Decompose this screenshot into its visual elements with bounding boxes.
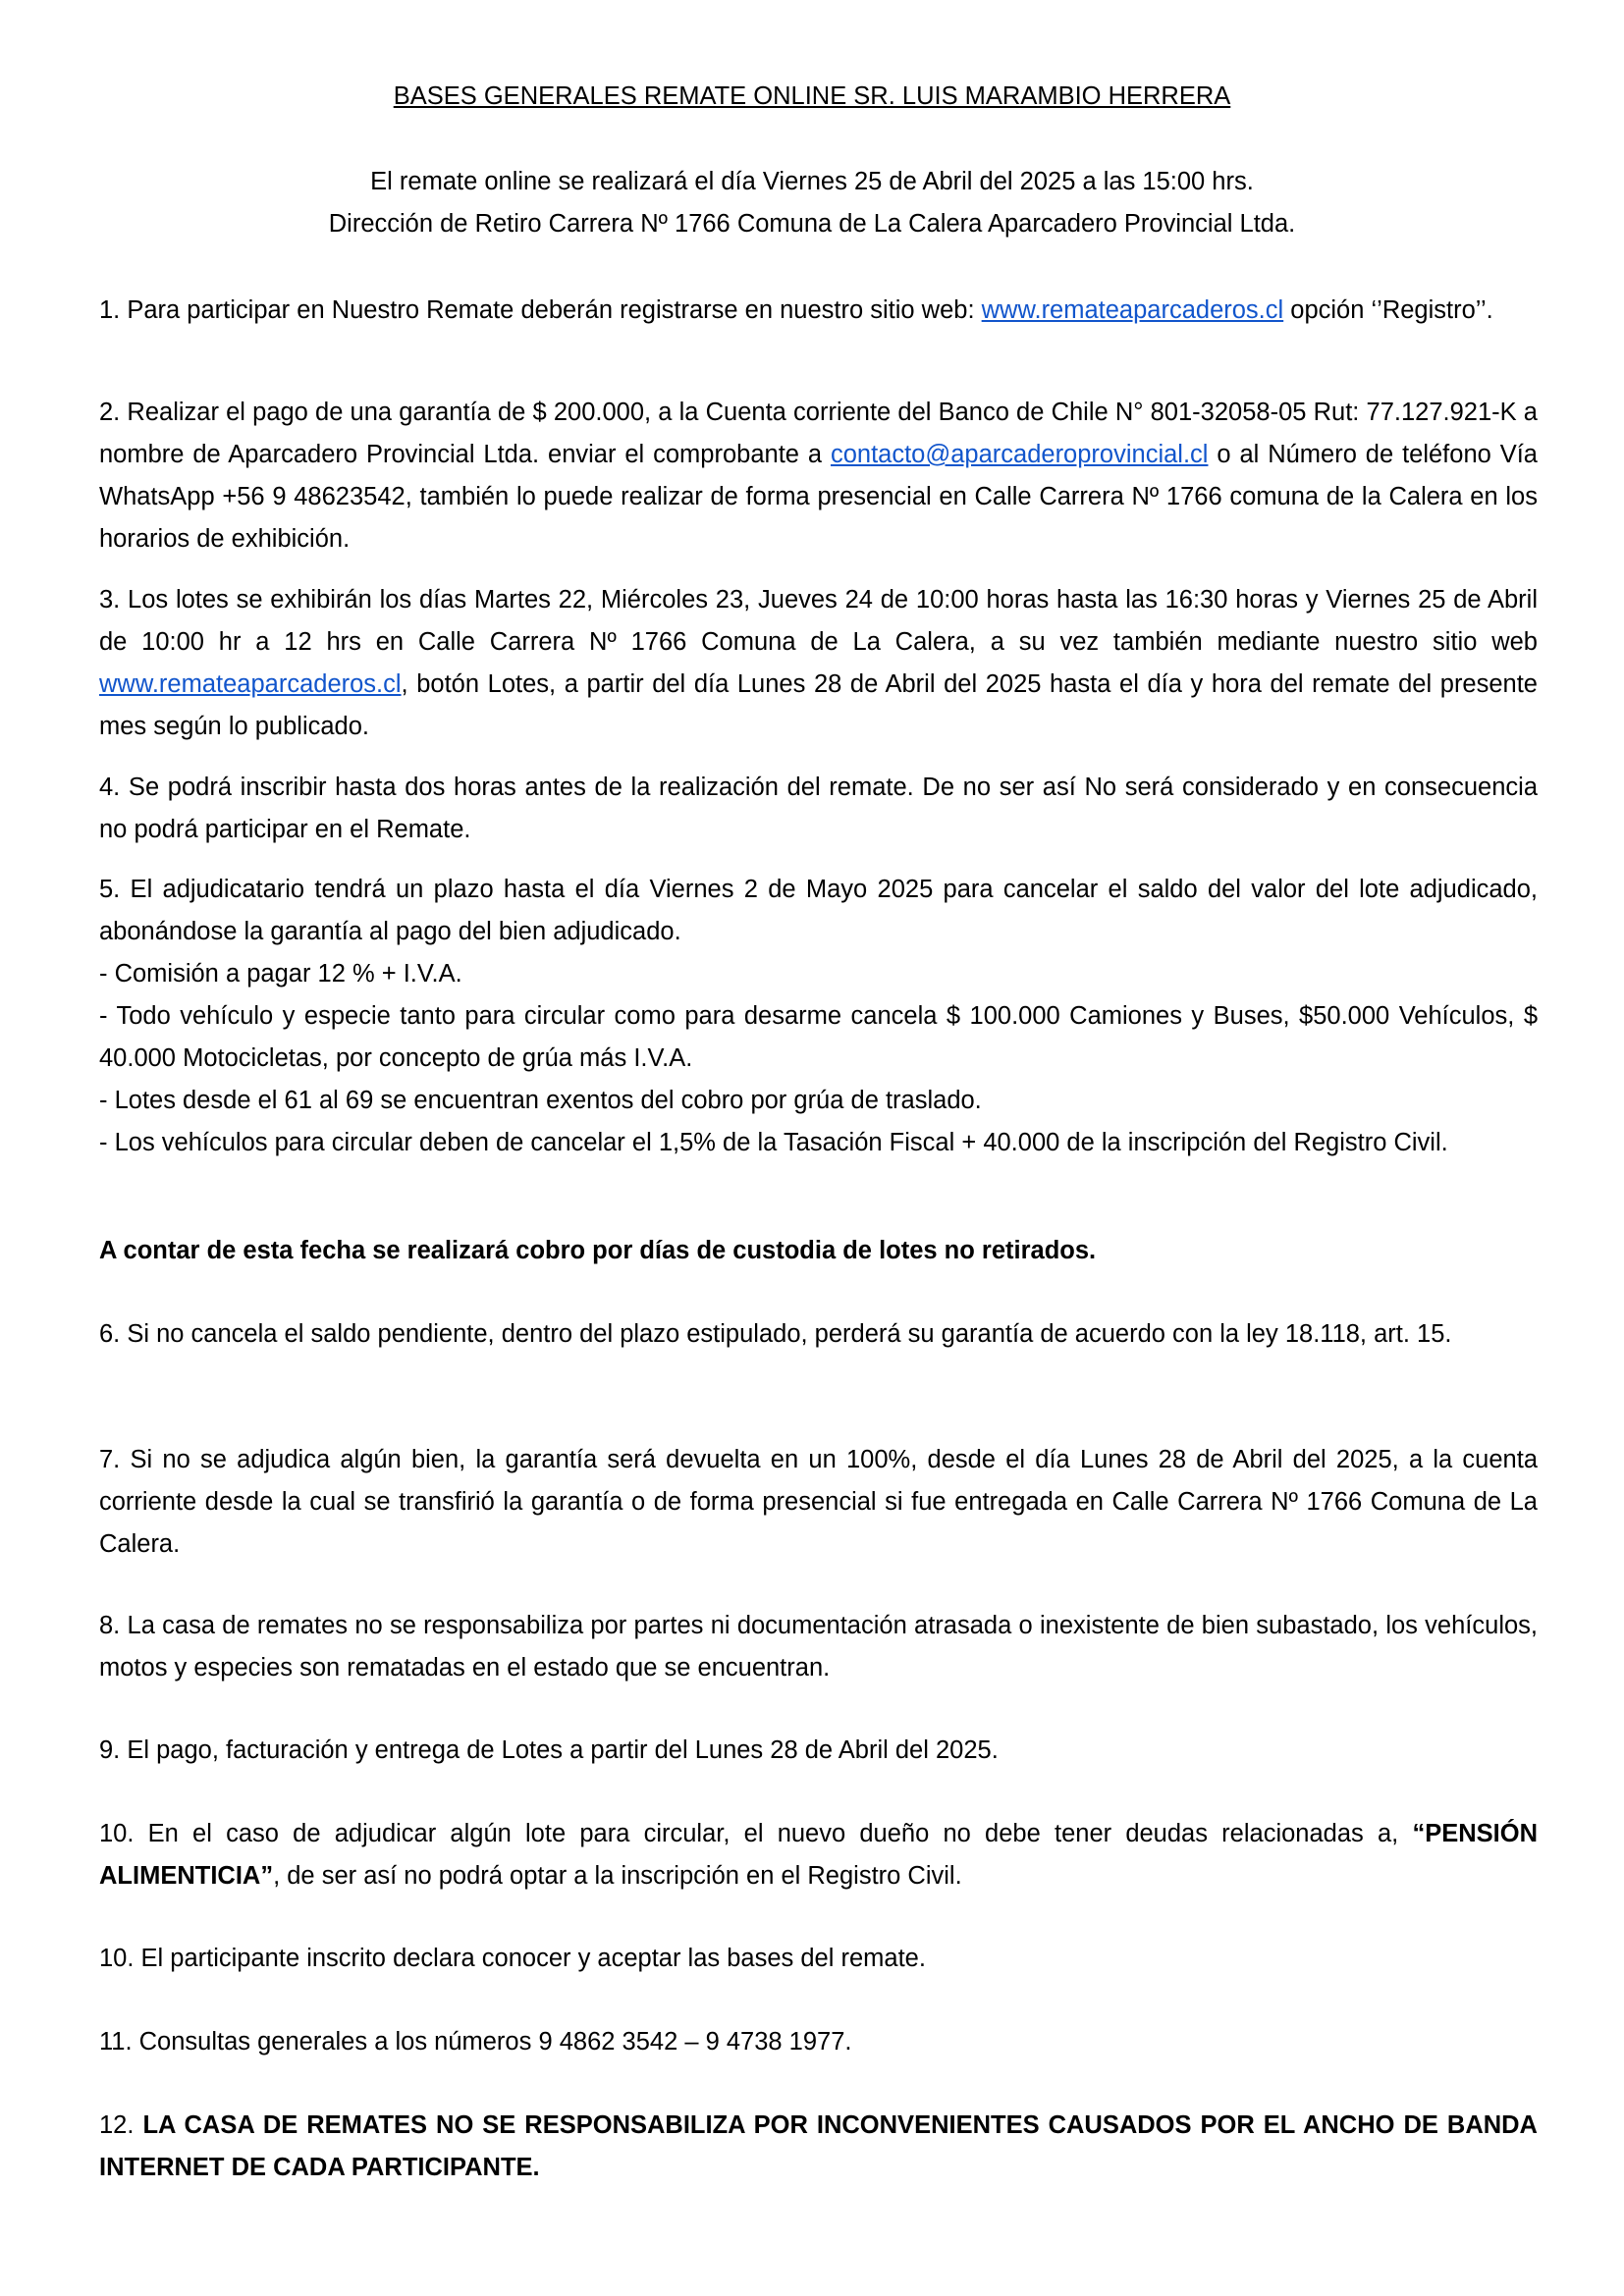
item-10-alimony <box>99 1813 1538 1897</box>
item-10-text-end: , de ser así no podrá optar a la inscripción en el Registro Civil. <box>273 1862 962 1890</box>
item-5-bullet-commission: - Comisión a pagar 12 % + I.V.A. <box>99 960 462 988</box>
item-1-text: 1. Para participar en Nuestro Remate deberán registrarse en nuestro sitio web: <box>99 296 982 324</box>
item-12 <box>99 2105 1538 2189</box>
item-12-number: 12. <box>99 2111 143 2139</box>
item-7: 7. Si no se adjudica algún bien, la garantía será devuelta en un 100%, desde el día Lunes 28 de Abril del 2025, a la cuenta corriente desde la cual se transfirió la garantía o de forma presencial si fue entregada en Calle Carrera Nº 1766 Comuna de La Calera. <box>99 1446 1538 1558</box>
item-1 <box>99 290 1538 332</box>
website-link-lotes[interactable]: www.remateaparcaderos.cl <box>99 670 402 698</box>
item-3-text: 3. Los lotes se exhibirán los días Martes 22, Miércoles 23, Jueves 24 de 10:00 horas hasta las 16:30 horas y Viernes 25 de Abril de 10:00 hr a 12 hrs en Calle Carrera Nº 1766 Comuna de La Calera, a su vez también mediante nuestro sitio web <box>99 586 1538 656</box>
item-5-bullet-registration: - Los vehículos para circular deben de cancelar el 1,5% de la Tasación Fiscal + 40.000 de la inscripción del Registro Civil. <box>99 1129 1448 1156</box>
item-4: 4. Se podrá inscribir hasta dos horas antes de la realización del remate. De no ser así No será considerado y en consecuencia no podrá participar en el Remate. <box>99 774 1538 843</box>
item-9: 9. El pago, facturación y entrega de Lotes a partir del Lunes 28 de Abril del 2025. <box>99 1736 999 1764</box>
custody-notice-text: A contar de esta fecha se realizará cobro por días de custodia de lotes no retirados. <box>99 1237 1097 1264</box>
item-2-text: 2. Realizar el pago de una garantía de $ 200.000, a la Cuenta corriente del Banco de Chile N° 801-32058-05 Rut: 77.127.921-K a nombre de Aparcadero Provincial Ltda. enviar el comprobante a <box>99 399 1538 468</box>
item-10-bold: “PENSIÓN ALIMENTICIA” <box>99 1820 1538 1890</box>
pickup-address-line: Dirección de Retiro Carrera Nº 1766 Comuna de La Calera Aparcadero Provincial Ltda. <box>328 210 1296 238</box>
item-8: 8. La casa de remates no se responsabiliza por partes ni documentación atrasada o inexistente de bien subastado, los vehículos, motos y especies son rematadas en el estado que se encuentran. <box>99 1612 1538 1682</box>
document-title: BASES GENERALES REMATE ONLINE SR. LUIS MARAMBIO HERRERA <box>393 82 1231 110</box>
item-10-text: 10. En el caso de adjudicar algún lote para circular, el nuevo dueño no debe tener deudas relacionadas a, <box>99 1820 1413 1847</box>
website-link[interactable]: www.remateaparcaderos.cl <box>981 296 1284 324</box>
item-5-bullet-tow: - Todo vehículo y especie tanto para circular como para desarme cancela $ 100.000 Camiones y Buses, $50.000 Vehículos, $ 40.000 Motocicletas, por concepto de grúa más I.V.A. <box>99 1002 1538 1072</box>
custody-notice <box>99 1230 1538 1272</box>
item-6: 6. Si no cancela el saldo pendiente, dentro del plazo estipulado, perderá su garantía de acuerdo con la ley 18.118, art. 15. <box>99 1320 1452 1348</box>
item-12-bold: LA CASA DE REMATES NO SE RESPONSABILIZA POR INCONVENIENTES CAUSADOS POR EL ANCHO DE BANDA INTERNET DE CADA PARTICIPANTE. <box>99 2111 1538 2181</box>
item-3-text-end: , botón Lotes, a partir del día Lunes 28 de Abril del 2025 hasta el día y hora del remate del presente mes según lo publicado. <box>99 670 1538 740</box>
item-10-acceptance: 10. El participante inscrito declara conocer y aceptar las bases del remate. <box>99 1945 926 1972</box>
item-5-bullet-exempt: - Lotes desde el 61 al 69 se encuentran exentos del cobro por grúa de traslado. <box>99 1087 982 1114</box>
email-link[interactable]: contacto@aparcaderoprovincial.cl <box>830 441 1209 468</box>
item-2 <box>99 392 1538 561</box>
item-11: 11. Consultas generales a los números 9 4862 3542 – 9 4738 1977. <box>99 2028 852 2056</box>
item-3 <box>99 579 1538 748</box>
item-5 <box>99 869 1538 1164</box>
item-5-main: 5. El adjudicatario tendrá un plazo hasta el día Viernes 2 de Mayo 2025 para cancelar el saldo del valor del lote adjudicado, abonándose la garantía al pago del bien adjudicado. <box>99 876 1538 945</box>
auction-date-line: El remate online se realizará el día Viernes 25 de Abril del 2025 a las 15:00 hrs. <box>370 168 1254 195</box>
item-1-text-end: opción ‘’Registro’’. <box>1283 296 1493 324</box>
item-2-text-end: o al Número de teléfono Vía WhatsApp +56 9 48623542, también lo puede realizar de forma presencial en Calle Carrera Nº 1766 comuna de la Calera en los horarios de exhibición. <box>99 441 1538 553</box>
